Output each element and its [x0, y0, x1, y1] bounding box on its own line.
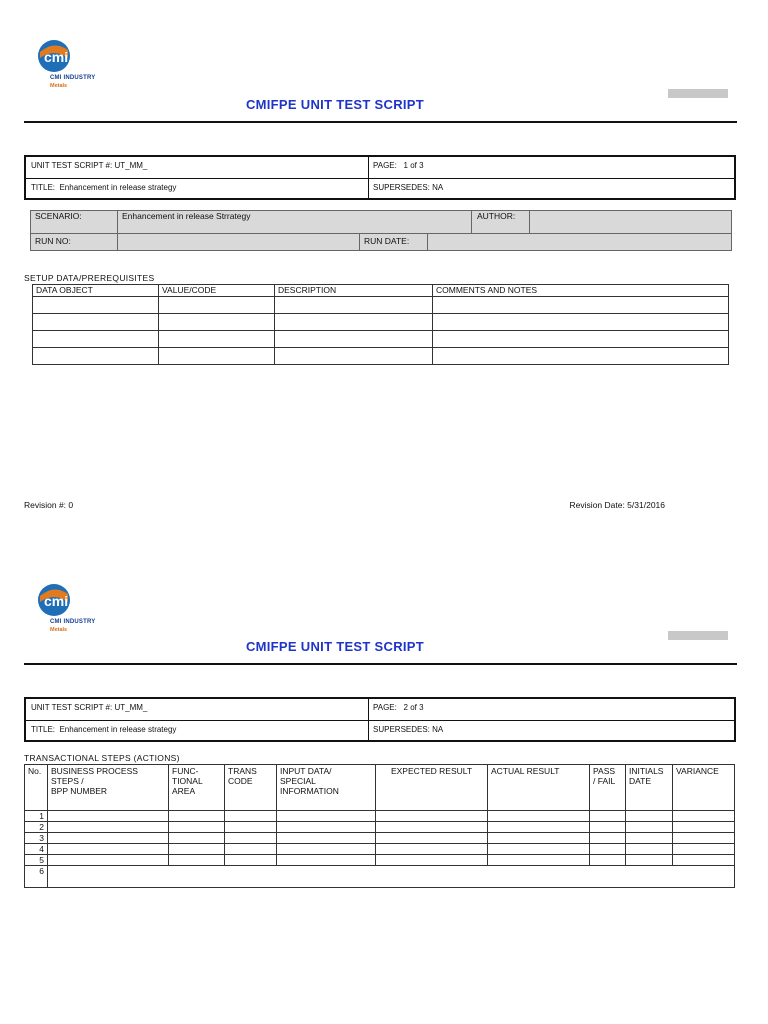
step-number: 6 [25, 866, 48, 888]
logo-company-name: CMI INDUSTRY [50, 75, 96, 81]
script-title: TITLE: Enhancement in release strategy [31, 725, 177, 734]
scenario-box [30, 210, 732, 251]
page-title: CMIFPE UNIT TEST SCRIPT [245, 97, 425, 112]
run-no-label: RUN NO: [35, 236, 71, 246]
setup-header-comments: COMMENTS AND NOTES [433, 285, 729, 297]
table-row [33, 297, 729, 314]
step-number: 1 [25, 811, 48, 822]
setup-header-value-code: VALUE/CODE [159, 285, 275, 297]
author-label: AUTHOR: [477, 211, 516, 221]
setup-header-description: DESCRIPTION [275, 285, 433, 297]
table-row [25, 844, 735, 855]
steps-header-initials-date: INITIALS DATE [626, 765, 673, 811]
table-row [25, 811, 735, 822]
setup-section-title: SETUP DATA/PREREQUISITES [24, 273, 155, 283]
table-row [25, 822, 735, 833]
script-info-box [24, 697, 736, 742]
supersedes: SUPERSEDES: NA [373, 183, 444, 192]
steps-header-actual-result: ACTUAL RESULT [488, 765, 590, 811]
scenario-value: Enhancement in release Strrategy [122, 211, 251, 221]
step-number: 3 [25, 833, 48, 844]
steps-header-pass-fail: PASS / FAIL [590, 765, 626, 811]
page-number: PAGE: 2 of 3 [373, 703, 424, 712]
page-number: PAGE: 1 of 3 [373, 161, 424, 170]
steps-header-business-process: BUSINESS PROCESS STEPS / BPP NUMBER [48, 765, 169, 811]
setup-header-row [33, 285, 729, 297]
steps-header-variance: VARIANCE [673, 765, 735, 811]
table-row [25, 866, 735, 888]
steps-header-functional-area: FUNC- TIONAL AREA [169, 765, 225, 811]
setup-table [32, 284, 729, 365]
table-row [33, 348, 729, 365]
cmi-logo-icon [36, 582, 76, 618]
script-title: TITLE: Enhancement in release strategy [31, 183, 177, 192]
steps-section-title: TRANSACTIONAL STEPS (ACTIONS) [24, 753, 180, 763]
table-row [33, 314, 729, 331]
steps-header-no: No. [25, 765, 48, 811]
logo-division: Metals [50, 83, 68, 89]
steps-header-input-data: INPUT DATA/ SPECIAL INFORMATION [277, 765, 376, 811]
header-shade-bar [668, 89, 728, 98]
page-title: CMIFPE UNIT TEST SCRIPT [245, 639, 425, 654]
logo-company-name: CMI INDUSTRY [50, 619, 96, 625]
revision-number: Revision #: 0 [24, 500, 74, 510]
company-logo [36, 582, 106, 642]
script-number: UNIT TEST SCRIPT #: UT_MM_ [31, 161, 148, 170]
revision-date: Revision Date: 5/31/2016 [569, 500, 665, 510]
run-date-label: RUN DATE: [364, 236, 410, 246]
script-info-box [24, 155, 736, 200]
steps-table [24, 764, 735, 888]
table-row [25, 855, 735, 866]
script-number: UNIT TEST SCRIPT #: UT_MM_ [31, 703, 148, 712]
step-number: 4 [25, 844, 48, 855]
header-rule [24, 663, 737, 665]
company-logo [36, 38, 106, 98]
setup-header-data-object: DATA OBJECT [33, 285, 159, 297]
supersedes: SUPERSEDES: NA [373, 725, 444, 734]
svg-text:cmi: cmi [44, 593, 69, 609]
header-shade-bar [668, 631, 728, 640]
header-rule [24, 121, 737, 123]
table-row [33, 331, 729, 348]
step-number: 2 [25, 822, 48, 833]
svg-text:cmi: cmi [44, 49, 69, 65]
steps-header-expected-result: EXPECTED RESULT [376, 765, 488, 811]
scenario-label: SCENARIO: [35, 211, 82, 221]
logo-division: Metals [50, 627, 68, 633]
steps-header-trans-code: TRANS CODE [225, 765, 277, 811]
cmi-logo-icon [36, 38, 76, 74]
step-number: 5 [25, 855, 48, 866]
steps-header-row [25, 765, 735, 811]
table-row [25, 833, 735, 844]
